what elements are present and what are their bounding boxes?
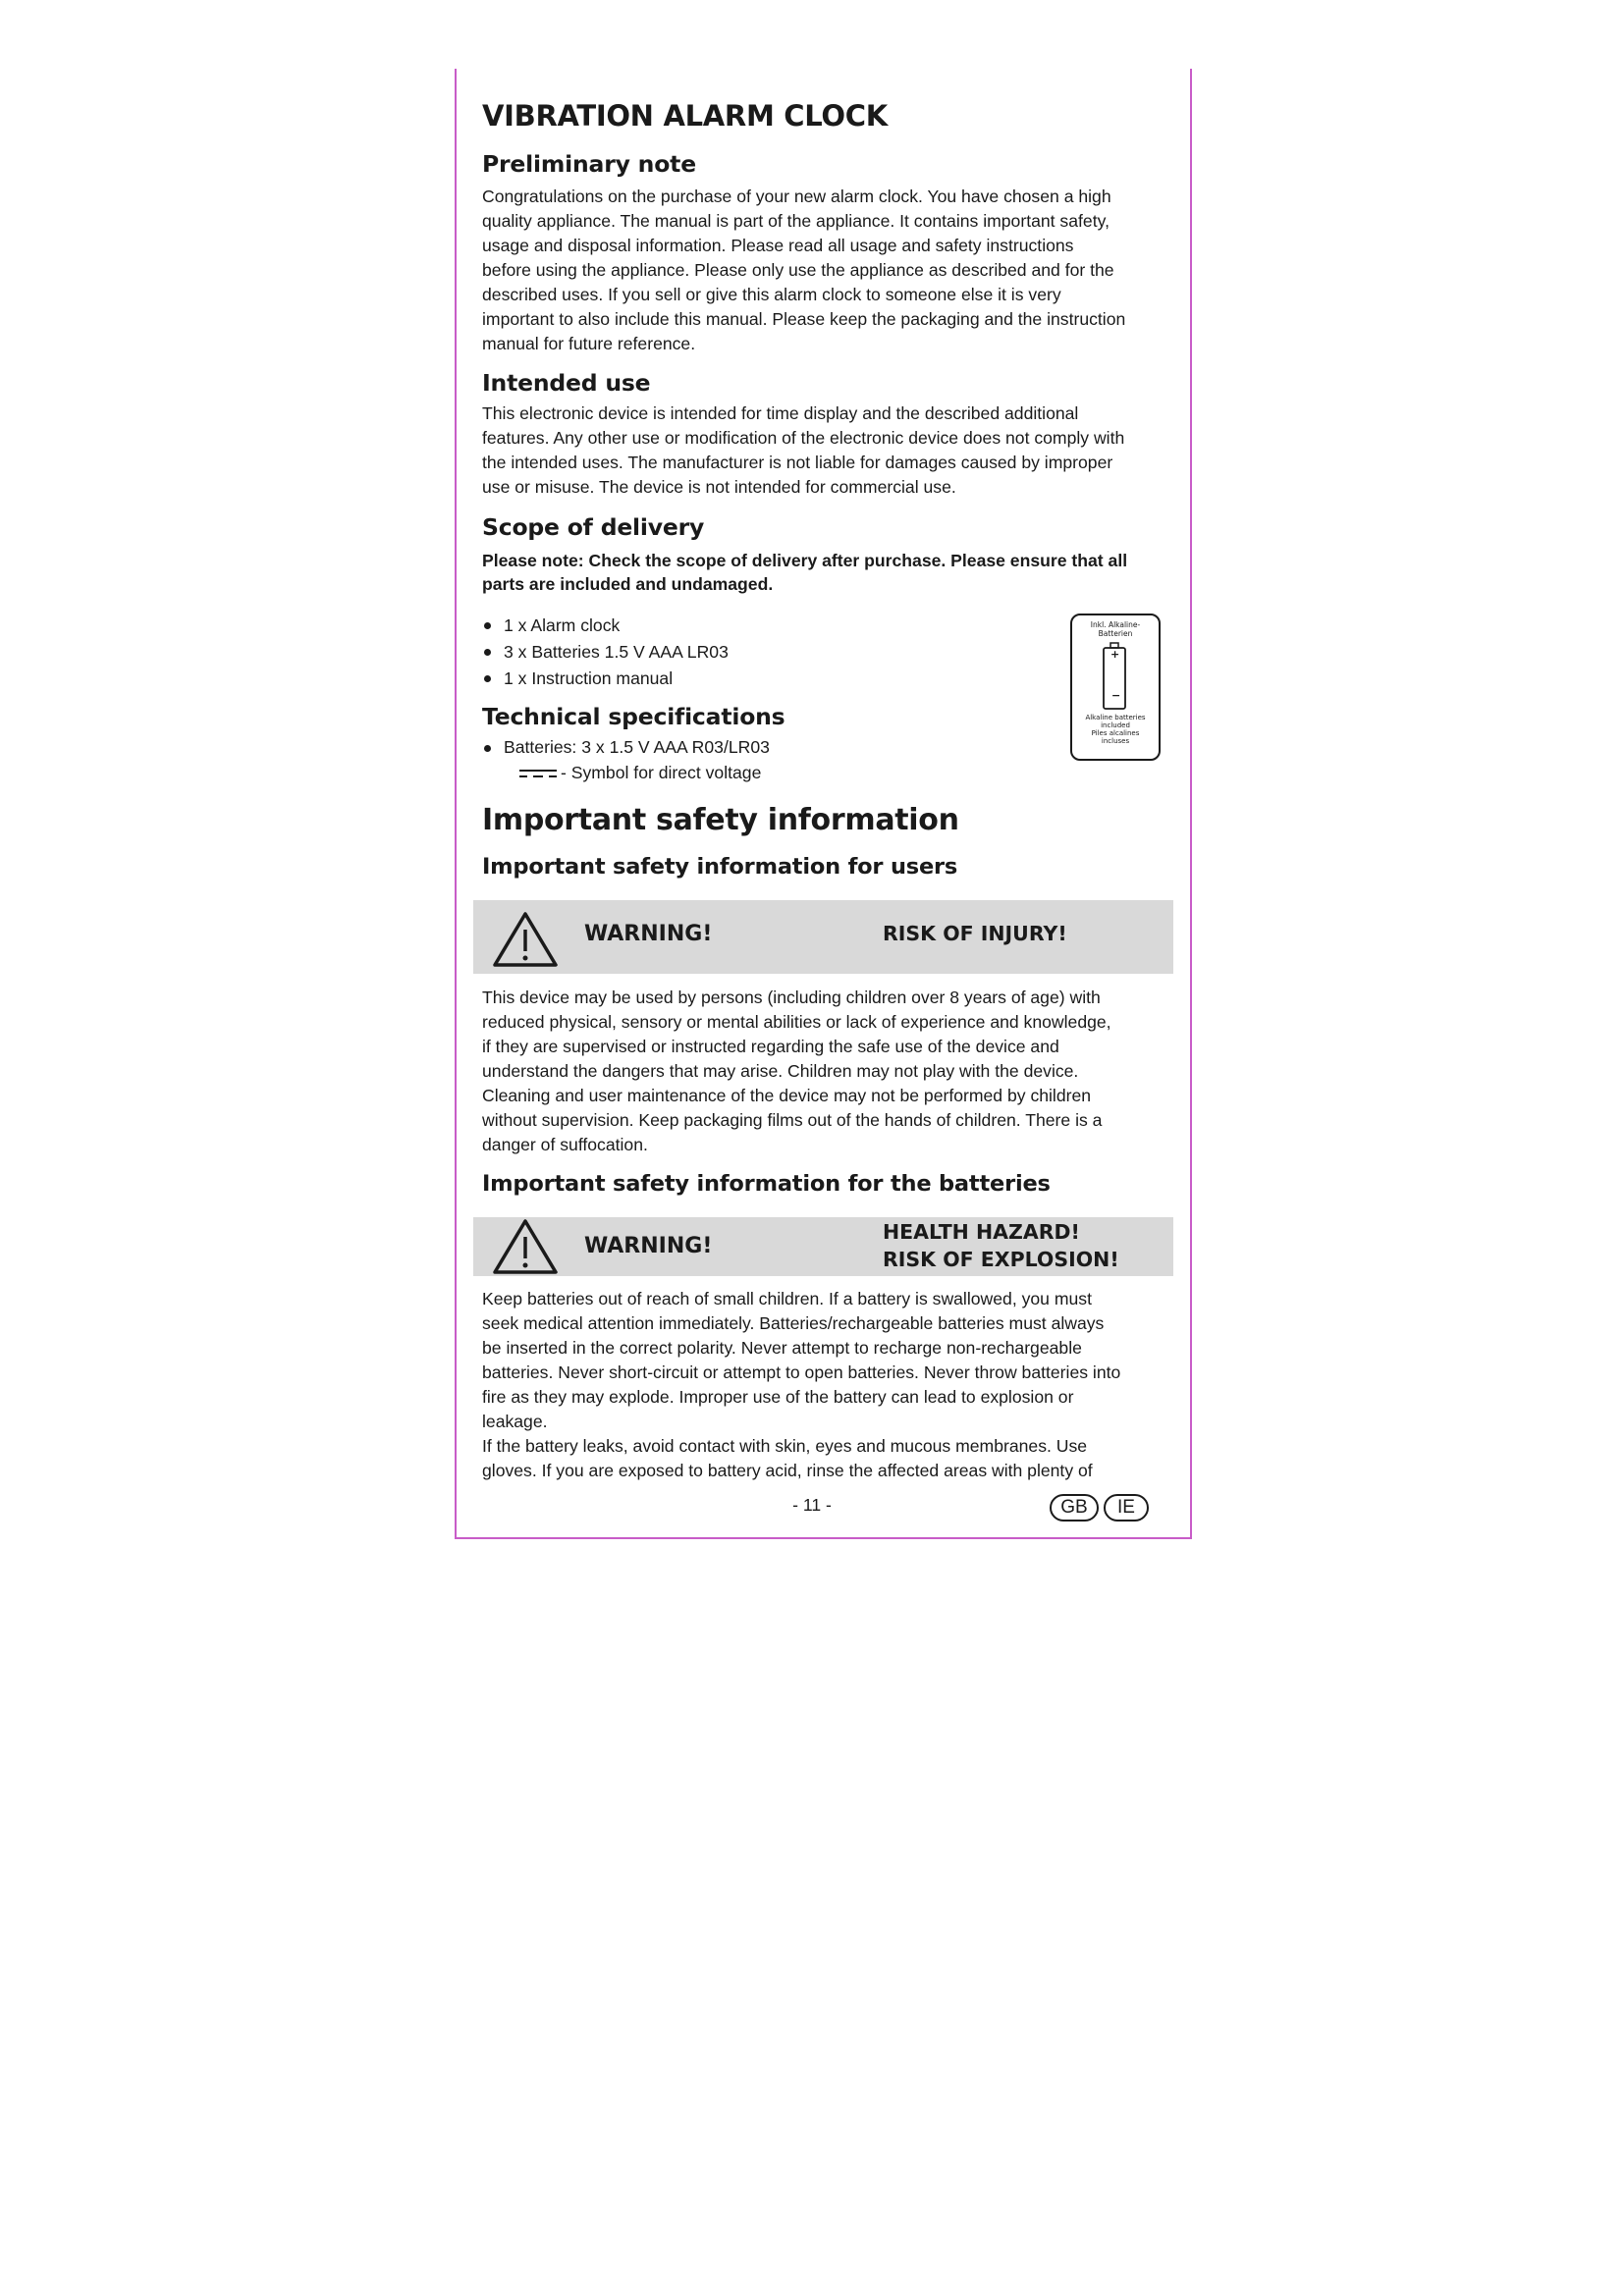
text-line: described uses. If you sell or give this alarm clock to someone else it is very bbox=[482, 285, 1061, 304]
list-item: 1 x Alarm clock bbox=[482, 613, 993, 639]
technical-list bbox=[482, 735, 1032, 786]
text-line: before using the appliance. Please only use the appliance as described and for the bbox=[482, 260, 1114, 280]
scope-note bbox=[482, 549, 1165, 596]
warning-bar-health bbox=[473, 1217, 1173, 1276]
text-line: if they are supervised or instructed regarding the safe use of the device and bbox=[482, 1037, 1059, 1056]
text-line: batteries. Never short-circuit or attempt to open batteries. Never throw batteries into bbox=[482, 1362, 1121, 1382]
warning-triangle-icon bbox=[491, 1217, 560, 1276]
text-line: danger of suffocation. bbox=[482, 1135, 648, 1154]
warning-label: WARNING! bbox=[584, 922, 713, 946]
country-badge-gb: GB bbox=[1050, 1494, 1099, 1522]
risk-labels bbox=[883, 1218, 1119, 1273]
text-line: reduced physical, sensory or mental abilities or lack of experience and knowledge, bbox=[482, 1012, 1111, 1032]
text-line: If the battery leaks, avoid contact with skin, eyes and mucous membranes. Use bbox=[482, 1436, 1088, 1456]
warning-label: WARNING! bbox=[584, 1234, 713, 1258]
minus-sign: − bbox=[1111, 689, 1121, 702]
text-line: features. Any other use or modification of the electronic device does not comply with bbox=[482, 428, 1125, 448]
preliminary-heading: Preliminary note bbox=[482, 150, 696, 178]
intended-heading: Intended use bbox=[482, 369, 651, 397]
warning-bar-injury bbox=[473, 900, 1173, 974]
dc-symbol-row bbox=[482, 760, 1032, 786]
technical-heading: Technical specifications bbox=[482, 703, 785, 730]
risk-label: RISK OF INJURY! bbox=[883, 922, 1067, 945]
list-item: 3 x Batteries 1.5 V AAA LR03 bbox=[482, 639, 993, 666]
dc-symbol-label: - Symbol for direct voltage bbox=[561, 763, 762, 782]
scope-heading: Scope of delivery bbox=[482, 513, 705, 541]
text-line: important to also include this manual. Please keep the packaging and the instruction bbox=[482, 309, 1126, 329]
text-line: seek medical attention immediately. Batteries/rechargeable batteries must always bbox=[482, 1313, 1105, 1333]
text-line: fire as they may explode. Improper use of the battery can lead to explosion or bbox=[482, 1387, 1074, 1407]
page-number: - 11 - bbox=[792, 1495, 832, 1515]
batteries-text bbox=[482, 1287, 1165, 1483]
list-item: 1 x Instruction manual bbox=[482, 666, 993, 692]
list-item: Batteries: 3 x 1.5 V AAA R03/LR03 bbox=[482, 735, 1032, 760]
direct-voltage-icon bbox=[519, 768, 557, 779]
intended-text bbox=[482, 401, 1165, 500]
badge-top-line: Inkl. Alkaline- bbox=[1090, 620, 1141, 629]
text-line: This electronic device is intended for time display and the described additional bbox=[482, 403, 1079, 423]
risk-label: HEALTH HAZARD! bbox=[883, 1220, 1080, 1244]
badge-bottom-line: Piles alcalines bbox=[1091, 729, 1140, 737]
plus-sign: + bbox=[1110, 648, 1120, 661]
text-line: manual for future reference. bbox=[482, 334, 696, 353]
text-line: usage and disposal information. Please read all usage and safety instructions bbox=[482, 236, 1074, 255]
text-line: Cleaning and user maintenance of the device may not be performed by children bbox=[482, 1086, 1092, 1105]
text-line: This device may be used by persons (including children over 8 years of age) with bbox=[482, 988, 1101, 1007]
text-line: parts are included and undamaged. bbox=[482, 574, 774, 594]
badge-bottom-line: Alkaline batteries bbox=[1085, 714, 1146, 721]
badge-bottom-line: incluses bbox=[1101, 737, 1130, 745]
text-line: Keep batteries out of reach of small children. If a battery is swallowed, you must bbox=[482, 1289, 1092, 1308]
text-line: leakage. bbox=[482, 1412, 548, 1431]
users-text bbox=[482, 986, 1165, 1157]
text-line: Congratulations on the purchase of your new alarm clock. You have chosen a high bbox=[482, 187, 1111, 206]
text-line: quality appliance. The manual is part of the appliance. It contains important safety, bbox=[482, 211, 1110, 231]
text-line: be inserted in the correct polarity. Never attempt to recharge non-rechargeable bbox=[482, 1338, 1082, 1358]
safety-heading: Important safety information bbox=[482, 803, 959, 837]
text-line: the intended uses. The manufacturer is not liable for damages caused by improper bbox=[482, 453, 1113, 472]
text-line: understand the dangers that may arise. Children may not play with the device. bbox=[482, 1061, 1079, 1081]
text-line: without supervision. Keep packaging films out of the hands of children. There is a bbox=[482, 1110, 1103, 1130]
batteries-heading: Important safety information for the batteries bbox=[482, 1171, 1051, 1197]
text-line: Please note: Check the scope of delivery after purchase. Please ensure that all bbox=[482, 551, 1128, 570]
country-badge-ie: IE bbox=[1104, 1494, 1149, 1522]
warning-triangle-icon bbox=[491, 910, 560, 969]
text-line: use or misuse. The device is not intended for commercial use. bbox=[482, 477, 956, 497]
users-heading: Important safety information for users bbox=[482, 854, 958, 880]
document-title: VIBRATION ALARM CLOCK bbox=[482, 99, 888, 133]
scope-list bbox=[482, 613, 993, 692]
preliminary-text bbox=[482, 185, 1165, 356]
text-line: gloves. If you are exposed to battery acid, rinse the affected areas with plenty of bbox=[482, 1461, 1093, 1480]
badge-bottom-line: included bbox=[1101, 721, 1130, 729]
batteries-included-badge bbox=[1070, 614, 1161, 761]
risk-label: RISK OF EXPLOSION! bbox=[883, 1248, 1119, 1271]
badge-top-line: Batterien bbox=[1098, 629, 1133, 638]
